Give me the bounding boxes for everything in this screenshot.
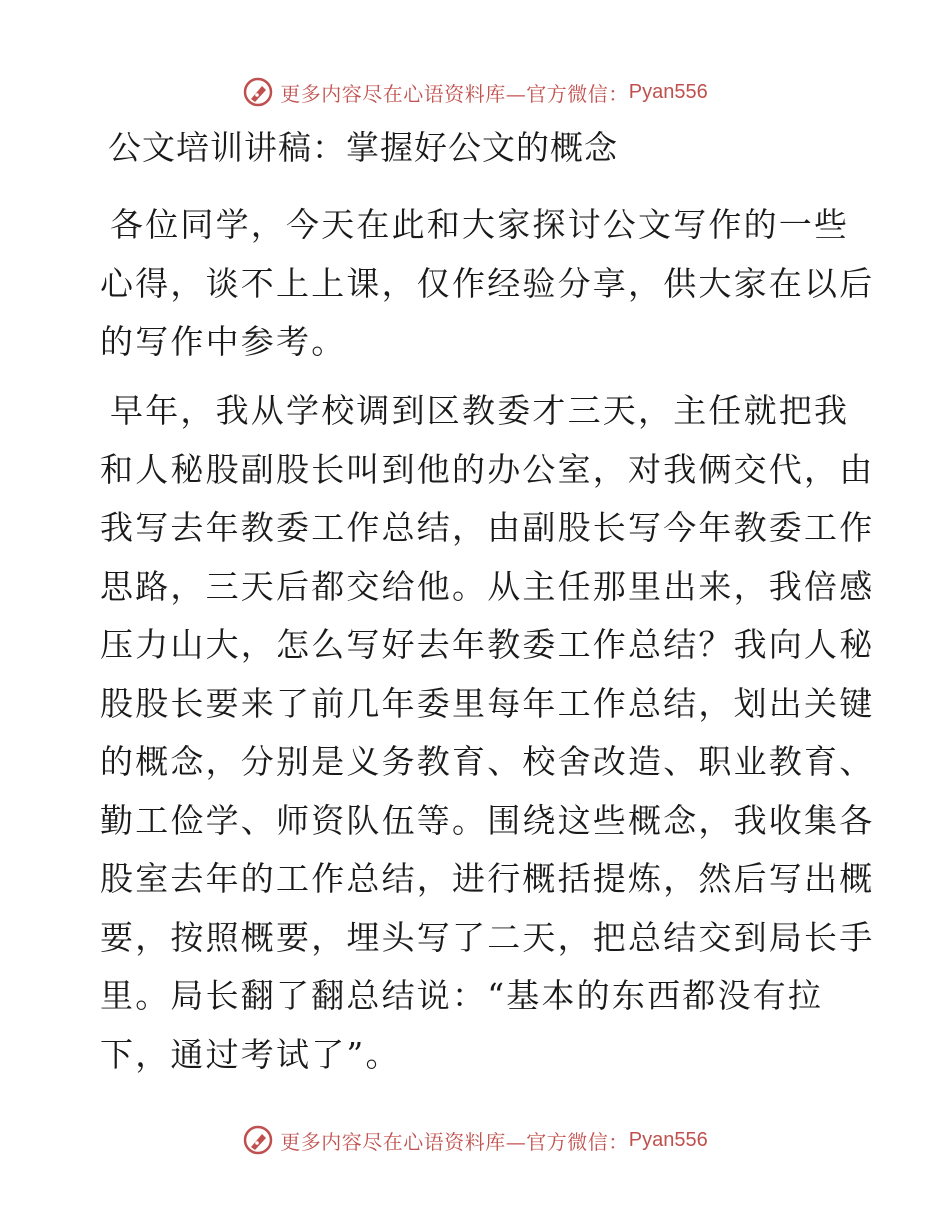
text-line: 心得，谈不上上课，仅作经验分享，供大家在以后: [100, 263, 875, 303]
text-line: 股股长要来了前几年委里每年工作总结，划出关键: [100, 683, 875, 723]
text-line: 的写作中参考。: [100, 322, 347, 361]
text-line: 早年，我从学校调到区教委才三天，主任就把我: [110, 391, 850, 430]
text-line: 和人秘股副股长叫到他的办公室，对我俩交代，由: [100, 449, 875, 489]
text-line: 压力山大，怎么写好去年教委工作总结？我向人秘: [100, 625, 875, 664]
pen-nib-logo-icon: [242, 1124, 274, 1156]
watermark-wechat-handle: Pyan556: [628, 1128, 708, 1151]
watermark-text: 更多内容尽在心语资料库—官方微信：: [280, 81, 629, 106]
paragraph-story: [100, 382, 875, 1084]
text-line: 我写去年教委工作总结，由副股长写今年教委工作: [100, 508, 875, 547]
watermark-text: 更多内容尽在心语资料库—官方微信：: [280, 1129, 629, 1154]
watermark-wechat-handle: Pyan556: [628, 80, 708, 103]
text-line: 勤工俭学、师资队伍等。围绕这些概念，我收集各: [100, 800, 875, 840]
document-title: 公文培训讲稿：掌握好公文的概念: [108, 128, 618, 167]
text-line: 思路，三天后都交给他。从主任那里出来，我倍感: [100, 566, 875, 606]
header-watermark-banner: [0, 72, 950, 112]
text-line: 要，按照概要，埋头写了二天，把总结交到局长手: [100, 917, 875, 957]
footer-watermark-banner: [0, 1120, 950, 1160]
text-line: 股室去年的工作总结，进行概括提炼，然后写出概: [100, 859, 875, 898]
text-line: 下，通过考试了”。: [100, 1034, 401, 1074]
paragraph-intro: [100, 196, 875, 372]
text-line: 里。局长翻了翻总结说：“基本的东西都没有拉: [100, 976, 824, 1015]
text-line: 的概念，分别是义务教育、校舍改造、职业教育、: [100, 742, 875, 781]
pen-nib-logo-icon: [242, 76, 274, 108]
text-line: 各位同学，今天在此和大家探讨公文写作的一些: [110, 205, 850, 244]
